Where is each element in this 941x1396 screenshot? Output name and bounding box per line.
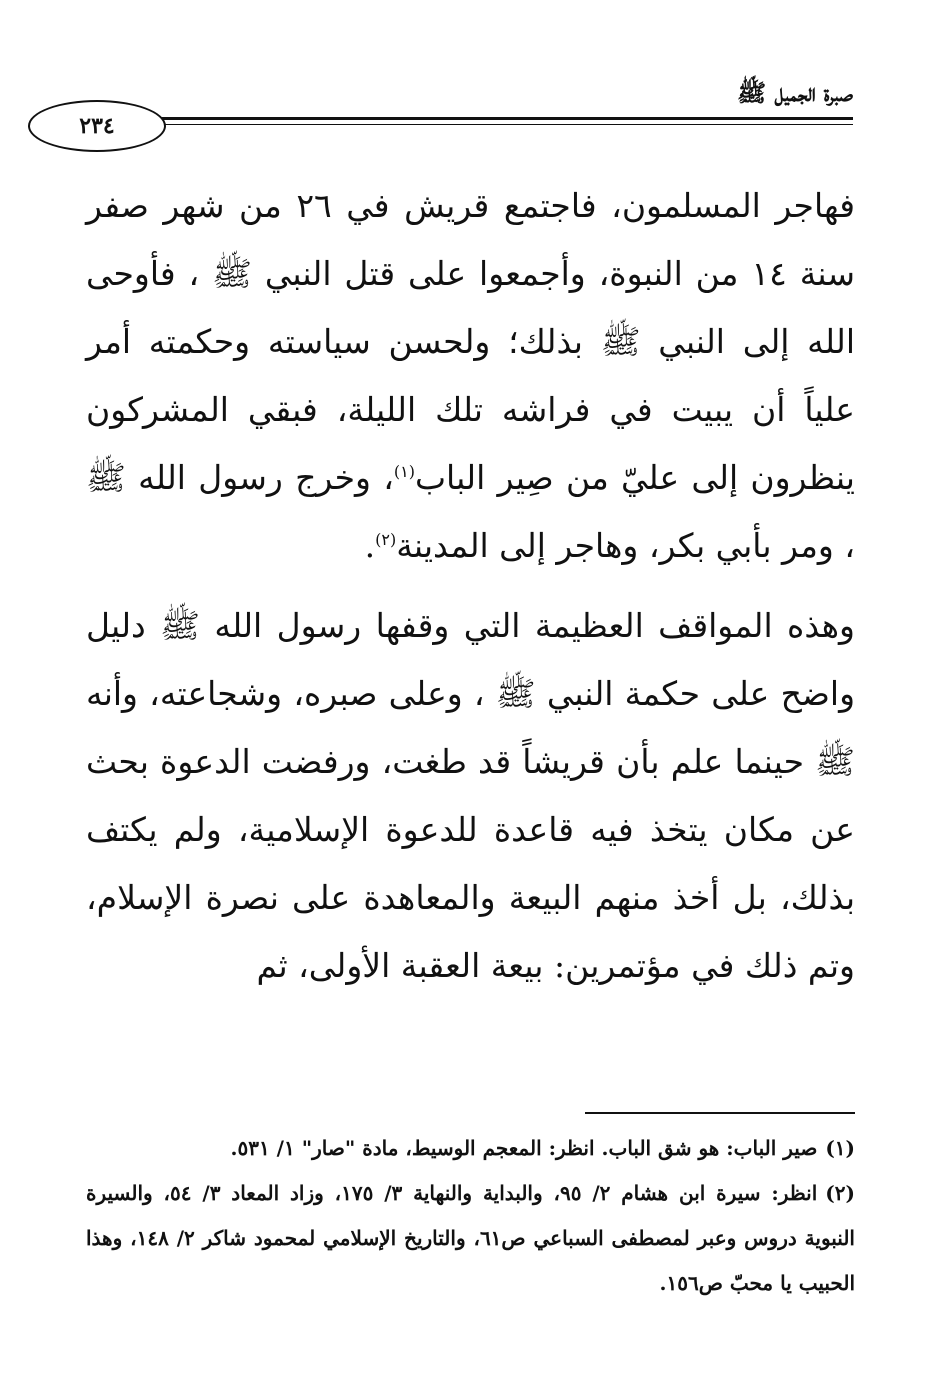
footnote-1 [86,1126,855,1171]
header-rule-thin [100,124,853,125]
footnote-number: (٢) [825,1181,855,1205]
paragraph-1-part-a: فهاجر المسلمون، فاجتمع قريش في ٢٦ من شهر صفر سنة ١٤ من النبوة، وأجمعوا على قتل النبي ﷺ ، فأوحى الله إلى النبي ﷺ بذلك؛ ولحسن سياسته وحكمته أمر علياً أن يبيت في فراشه تلك الليلة، فبقي المشركون ينظرون إلى عليّ من صِير الباب [86,186,855,497]
footnote-text: انظر: سيرة ابن هشام ٢/ ٩٥، والبداية والنهاية ٣/ ١٧٥، وزاد المعاد ٣/ ٥٤، والسيرة النبوية دروس وعبر لمصطفى السباعي ص٦١، والتاريخ الإسلامي لمحمود شاكر ٢/ ١٤٨، وهذا الحبيب يا محبّ ص١٥٦. [86,1181,855,1295]
header-rule-thick [100,117,853,120]
page-number: ٢٣٤ [79,113,115,139]
paragraph-1 [86,172,855,580]
paragraph-1-part-b: ، وخرج رسول الله ﷺ ، ومر بأبي بكر، وهاجر إلى المدينة [86,458,855,565]
running-title: صبرة الجميل ﷺ [737,78,853,107]
footnote-marker-2: (٢) [375,530,397,549]
page-number-oval [28,100,166,152]
main-text [86,172,855,1000]
paragraph-1-part-c: . [364,526,376,565]
footnote-separator [585,1112,855,1114]
footnotes [86,1126,855,1306]
footnote-2 [86,1171,855,1306]
footnote-text: صير الباب: هو شق الباب. انظر: المعجم الوسيط، مادة "صار" ١/ ٥٣١. [230,1136,818,1160]
footnote-marker-1: (١) [393,462,415,481]
footnote-number: (١) [825,1136,855,1160]
paragraph-2: وهذه المواقف العظيمة التي وقفها رسول الله ﷺ دليل واضح على حكمة النبي ﷺ ، وعلى صبره، وشجاعته، وأنه ﷺ حينما علم بأن قريشاً قد طغت، ورفضت الدعوة بحث عن مكان يتخذ فيه قاعدة للدعوة الإسلامية، ولم يكتف بذلك، بل أخذ منهم البيعة والمعاهدة على نصرة الإسلام، وتم ذلك في مؤتمرين: بيعة العقبة الأولى، ثم [86,606,856,985]
